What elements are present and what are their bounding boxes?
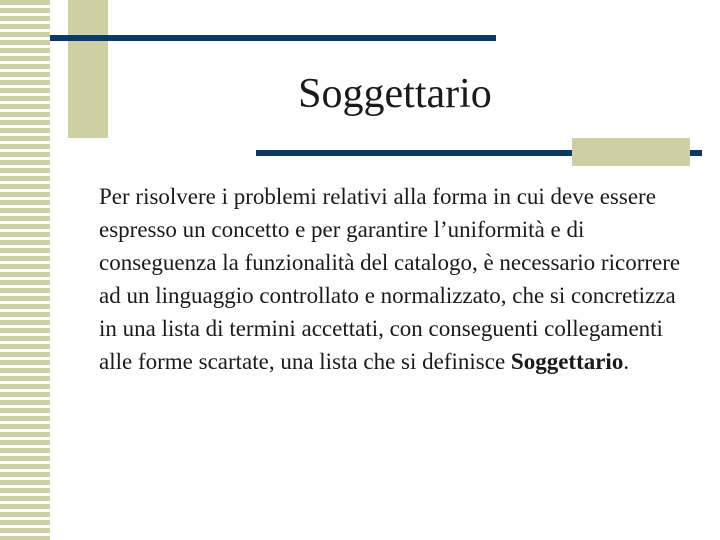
decorative-stripe-strip xyxy=(0,0,50,540)
slide-title: Soggettario xyxy=(298,71,492,117)
slide-body-text xyxy=(99,180,699,378)
body-text-end: . xyxy=(623,349,630,374)
body-text-main: Per risolvere i problemi relativi alla forma in cui deve essere espresso un concetto e per garantire l’uniformità e di conseguenza la funzionalità del catalogo, è necessario ricorrere ad un linguaggio controllato e normalizzato, che si concretizza in una lista di termini accettati, con conseguenti collegamenti alle forme scartate, una lista che si definisce xyxy=(99,184,681,374)
decorative-accent-block-right xyxy=(572,138,690,166)
decorative-accent-block-left xyxy=(68,0,108,138)
title-rule-top xyxy=(50,35,496,41)
body-text-emphasis: Soggettario xyxy=(510,349,624,374)
